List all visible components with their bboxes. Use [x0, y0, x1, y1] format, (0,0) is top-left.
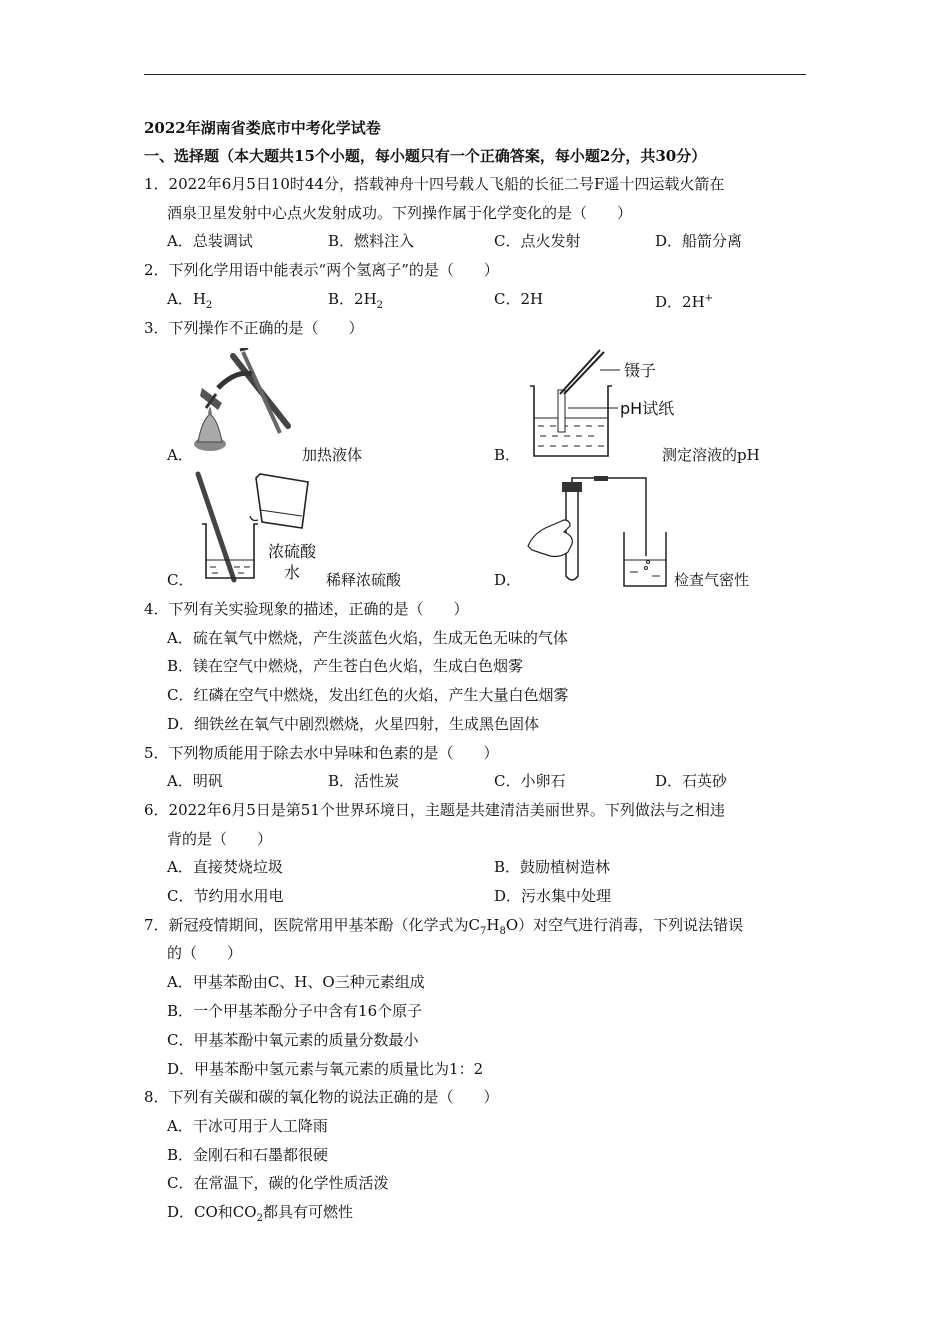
q3-option-d-label: 检查气密性: [674, 571, 750, 589]
q3-option-b-letter: B．: [494, 446, 521, 464]
q4-stem: 4．下列有关实验现象的描述，正确的是（ ）: [144, 600, 469, 618]
q1-option-d: D．船箭分离: [655, 232, 743, 250]
q7-line1: 7．新冠疫情期间，医院常用甲基苯酚（化学式为$C_7H_8O$）对空气进行消毒，下列说法错误: [144, 916, 744, 937]
q3-option-b-label: 测定溶液的pH: [662, 446, 760, 464]
q2-option-a: A．$H_2$: [167, 290, 213, 311]
q2-option-b: B．$2H_2$: [328, 290, 384, 311]
ph-paper-label: pH试纸: [620, 399, 675, 418]
q5-stem: 5．下列物质能用于除去水中异味和色素的是（ ）: [144, 744, 499, 762]
q7-option-d: D．甲基苯酚中氢元素与氧元素的质量比为1：2: [167, 1060, 484, 1078]
q4-option-c: C．红磷在空气中燃烧，发出红色的火焰，产生大量白色烟雾: [167, 686, 569, 704]
q5-option-d: D．石英砂: [655, 772, 728, 790]
q4-option-a: A．硫在氧气中燃烧，产生淡蓝色火焰，生成无色无味的气体: [167, 629, 568, 647]
q8-option-d: D．CO和$CO_2$都具有可燃性: [167, 1203, 353, 1224]
q3-option-a-label: 加热液体: [302, 446, 363, 464]
q3-option-c-label: 稀释浓硫酸: [326, 571, 402, 589]
dilute-acid-figure: [190, 470, 320, 585]
header-rule: [144, 74, 806, 75]
q2-option-d: D．2H+: [655, 293, 714, 311]
q6-option-a: A．直接焚烧垃圾: [167, 858, 283, 876]
q6-option-b: B．鼓励植树造林: [494, 858, 611, 876]
q7-option-b: B．一个甲基苯酚分子中含有16个原子: [167, 1002, 423, 1020]
q1-option-a: A．总装调试: [167, 232, 253, 250]
q1-option-b: B．燃料注入: [328, 232, 415, 250]
q6-line2: 背的是（ ）: [167, 830, 273, 848]
q7-option-c: C．甲基苯酚中氧元素的质量分数最小: [167, 1031, 419, 1049]
heating-liquid-figure: [188, 348, 298, 453]
q3-option-c-letter: C．: [167, 571, 194, 589]
q5-option-a: A．明矾: [167, 772, 223, 790]
q3-option-d-letter: D．: [494, 571, 522, 589]
q1-line1: 1．2022年6月5日10时44分，搭载神舟十四号载人飞船的长征二号F遥十四运载火箭在: [144, 175, 725, 193]
exam-title: 2022年湖南省娄底市中考化学试卷: [144, 119, 381, 137]
q2-stem: 2．下列化学用语中能表示“两个氢离子”的是（ ）: [144, 261, 499, 279]
q6-option-d: D．污水集中处理: [494, 887, 612, 905]
q6-option-c: C．节约用水用电: [167, 887, 284, 905]
airtightness-figure: [520, 476, 670, 588]
q8-option-b: B．金刚石和石墨都很硬: [167, 1146, 329, 1164]
q8-option-c: C．在常温下，碳的化学性质活泼: [167, 1174, 389, 1192]
q7-line2: 的（ ）: [167, 944, 243, 962]
q4-option-b: B．镁在空气中燃烧，产生苍白色火焰，生成白色烟雾: [167, 657, 524, 675]
q2-option-c: C．2H: [494, 290, 544, 308]
q5-option-c: C．小卵石: [494, 772, 566, 790]
water-label: 水: [284, 563, 301, 582]
q4-option-d: D．细铁丝在氧气中剧烈燃烧，火星四射，生成黑色固体: [167, 715, 540, 733]
q1-line2: 酒泉卫星发射中心点火发射成功。下列操作属于化学变化的是（ ）: [167, 204, 633, 222]
q7-option-a: A．甲基苯酚由C、H、O三种元素组成: [167, 973, 425, 991]
q6-line1: 6．2022年6月5日是第51个世界环境日，主题是共建清洁美丽世界。下列做法与之相违: [144, 801, 725, 819]
q5-option-b: B．活性炭: [328, 772, 400, 790]
q1-option-c: C．点火发射: [494, 232, 581, 250]
q8-stem: 8．下列有关碳和碳的氧化物的说法正确的是（ ）: [144, 1088, 499, 1106]
q8-option-a: A．干冰可用于人工降雨: [167, 1117, 328, 1135]
section-heading: 一、选择题（本大题共15个小题，每小题只有一个正确答案，每小题2分，共30分）: [144, 147, 707, 165]
q3-stem: 3．下列操作不正确的是（ ）: [144, 319, 364, 337]
q3-option-a-letter: A．: [167, 446, 193, 464]
acid-label: 浓硫酸: [268, 542, 317, 561]
tweezers-label: 镊子: [624, 361, 657, 380]
